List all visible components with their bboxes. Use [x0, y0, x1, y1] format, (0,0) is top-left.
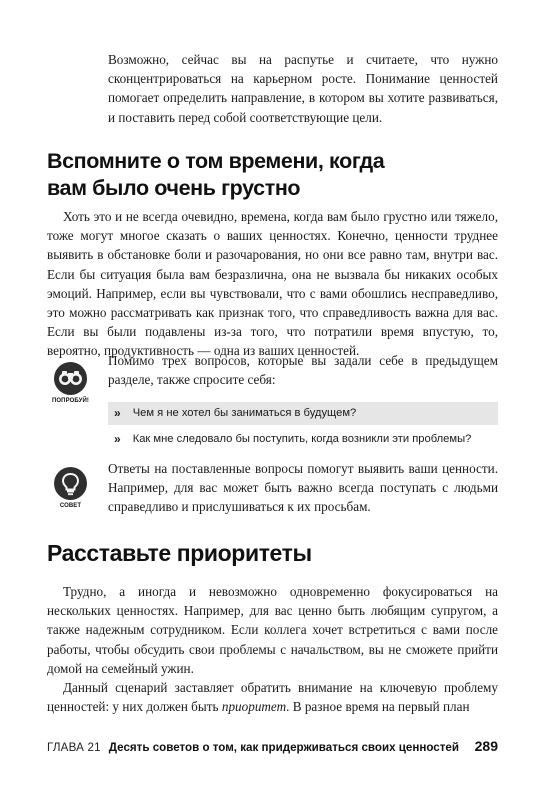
intro-text: Возможно, сейчас вы на распутье и считаете, что нужно сконцентрироваться на карьерном росте. Понимание ценностей помогает определить направление, в котором вы хотите развиваться, и поставить перед собой соответствующие цели.: [108, 52, 498, 125]
paragraph-2-end: . В разное время на первый план: [286, 699, 470, 715]
heading-line-2: вам было очень грустно: [47, 176, 301, 200]
section-sad-body: [47, 207, 498, 361]
tip-label: СОВЕТ: [59, 503, 82, 509]
paragraph-2-start: Данный сценарий заставляет обратить внимание на ключевую проблему ценностей: у них должен быть: [47, 680, 498, 715]
paragraph: Трудно, а иногда и невозможно одновременно фокусироваться на нескольких ценностях. Например, для вас ценно быть любящим супругом, а также надежным сотрудником. Если коллега хочет встретиться с вами после работы, чтобы обсудить свои проблемы с начальством, вы не сможете прийти домой на семейный ужин.: [47, 584, 498, 676]
binoculars-icon: [54, 362, 87, 395]
list-item: [108, 428, 498, 451]
page-number: 289: [474, 738, 498, 754]
tryit-question-list: [108, 402, 498, 454]
paragraph: Хоть это и не всегда очевидно, времена, когда вам было грустно или тяжело, тоже могут многое сказать о ваших ценностях. Конечно, ценности труднее выявить в обстановке боли и разочарования, но они все равно там, внутри вас. Если бы ситуация была вам безразлична, она не вызвала бы никаких особых эмоций. Например, если вы чувствовали, что с вами обошлись несправедливо, это можно рассматривать как признак того, что справедливость важна для вас. Если вы были подавлены из-за того, что потратили время впустую, то, вероятно, продуктивность — одна из ваших ценностей.: [47, 209, 498, 359]
heading-line-1: Вспомните о том времени, когда: [47, 149, 385, 173]
tip-badge: [47, 467, 94, 509]
bullet-marker: »: [114, 432, 121, 446]
tryit-badge: [47, 362, 94, 404]
list-item: [108, 402, 498, 425]
intro-paragraph: [108, 50, 498, 127]
chapter-title: Десять советов о том, как придерживаться своих ценностей: [108, 741, 459, 754]
paragraph-2: [47, 678, 498, 716]
section-priorities-body: [47, 582, 498, 716]
chapter-label: ГЛАВА 21: [47, 741, 101, 754]
list-item-text: Как мне следовало бы поступить, когда возникли эти проблемы?: [132, 433, 472, 445]
tryit-label: ПОПРОБУЙ!: [52, 398, 89, 404]
list-item-text: Чем я не хотел бы заниматься в будущем?: [132, 407, 357, 419]
section-heading-sad-times: [47, 148, 384, 202]
bullet-marker: »: [114, 406, 121, 420]
lightbulb-icon: [54, 467, 87, 500]
tryit-text-block: [108, 351, 498, 389]
tryit-text: Помимо трех вопросов, которые вы задали себе в предыдущем разделе, также спросите себя:: [108, 353, 498, 388]
tip-text-block: [108, 459, 498, 517]
section-heading-priorities: Расставьте приоритеты: [47, 540, 312, 566]
emphasis-priority: приоритет: [221, 699, 287, 715]
page-footer: [47, 738, 498, 754]
tip-text: Ответы на поставленные вопросы помогут выявить ваши ценности. Например, для вас может быть важно всегда поступать с людьми справедливо и прислушиваться к их просьбам.: [108, 461, 498, 515]
